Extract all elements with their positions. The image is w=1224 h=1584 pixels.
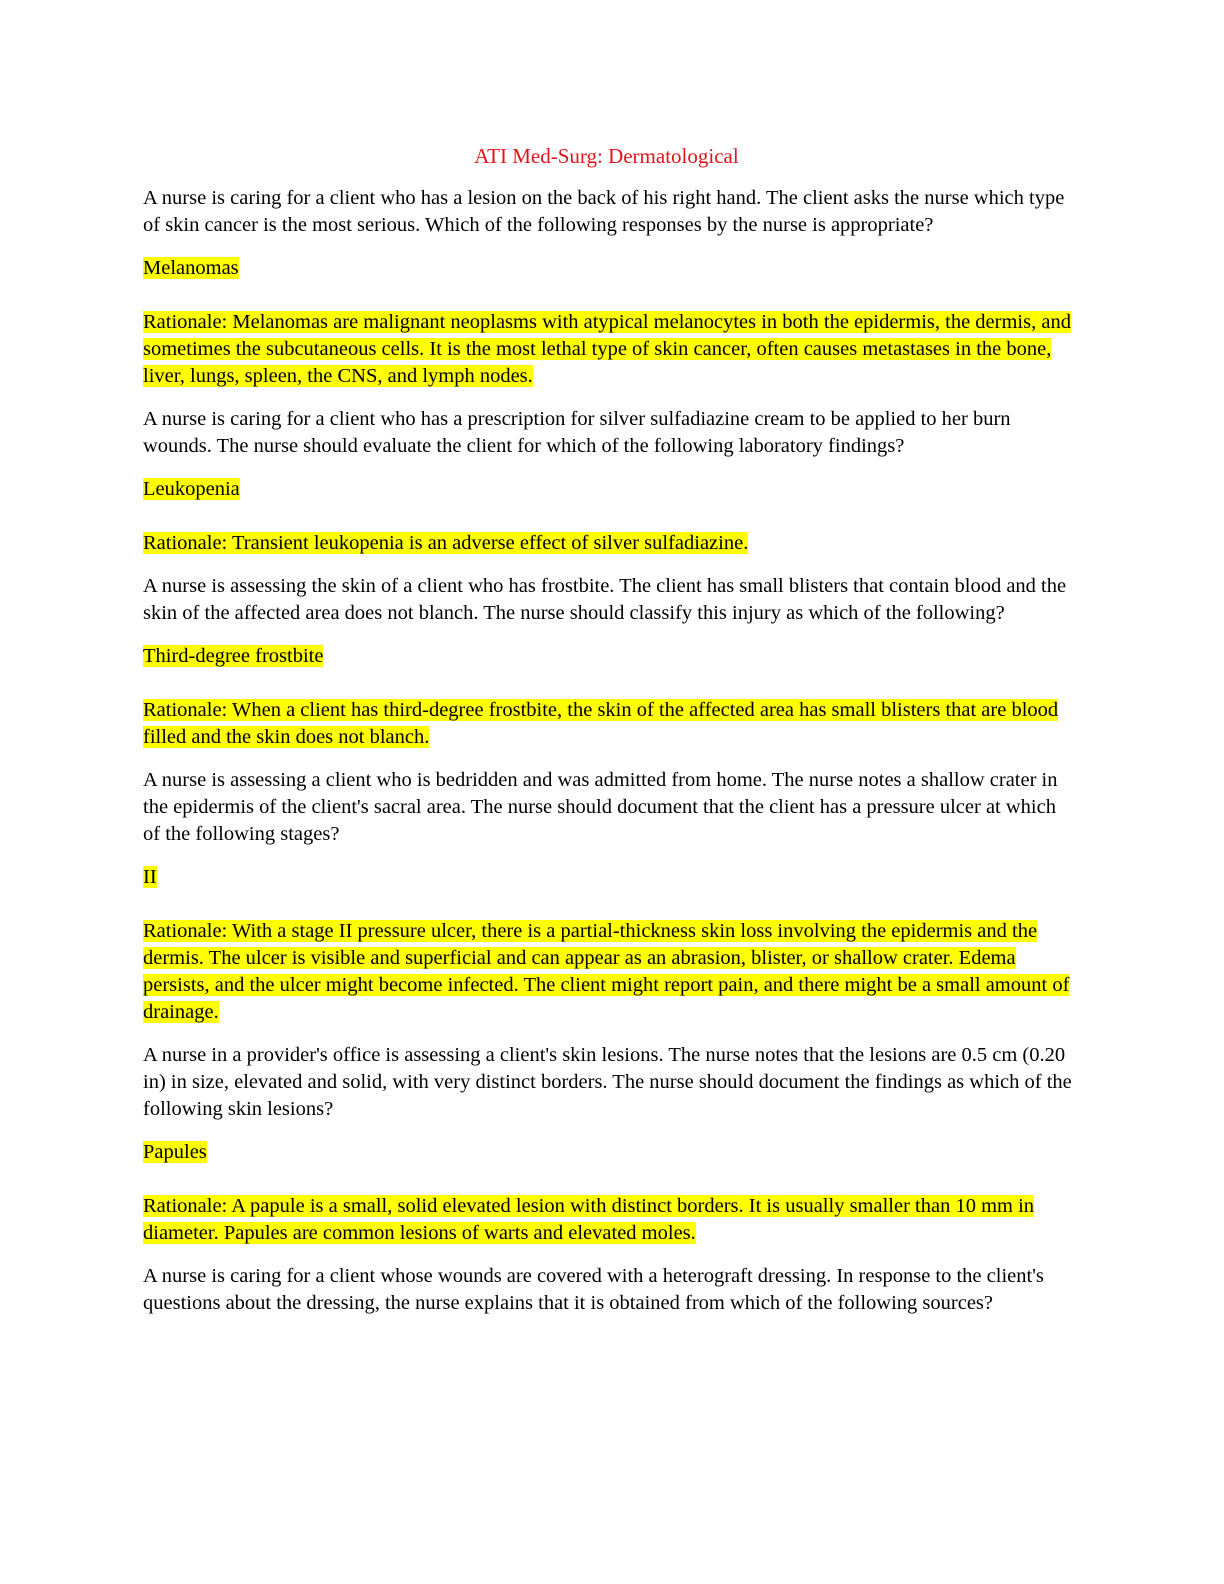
answer-highlight: Papules [143,1141,207,1163]
document-body [143,185,1073,1333]
rationale-highlight: Rationale: When a client has third-degree frostbite, the skin of the affected area has small blisters that are blood filled and the skin does not blanch. [143,699,1059,748]
question-text: A nurse is caring for a client whose wounds are covered with a heterograft dressing. In response to the client's questions about the dressing, the nurse explains that it is obtained from which of the following sources? [143,1265,1044,1314]
rationale-highlight: Rationale: A papule is a small, solid elevated lesion with distinct borders. It is usually smaller than 10 mm in diameter. Papules are common lesions of warts and elevated moles. [143,1195,1035,1244]
rationale-text [143,530,1073,557]
document-title: ATI Med-Surg: Dermatological [474,144,739,168]
rationale-text [143,1193,1073,1247]
rationale-highlight: Rationale: With a stage II pressure ulcer, there is a partial-thickness skin loss involving the epidermis and the dermis. The ulcer is visible and superficial and can appear as an abrasion, blister, or shallow crater. Edema persists, and the ulcer might become infected. The client might report pain, and there might be a small amount of drainage. [143,920,1070,1023]
answer-highlight: Melanomas [143,257,239,279]
answer-highlight: II [143,866,157,888]
rationale-text [143,309,1073,390]
question-text: A nurse is assessing the skin of a client who has frostbite. The client has small blisters that contain blood and the skin of the affected area does not blanch. The nurse should classify this injury as which of the following? [143,575,1067,624]
rationale-highlight: Rationale: Melanomas are malignant neoplasms with atypical melanocytes in both the epidermis, the dermis, and sometimes the subcutaneous cells. It is the most lethal type of skin cancer, often causes metastases in the bone, liver, lungs, spleen, the CNS, and lymph nodes. [143,311,1071,387]
question-text: A nurse in a provider's office is assessing a client's skin lesions. The nurse notes that the lesions are 0.5 cm (0.20 in) in size, elevated and solid, with very distinct borders. The nurse should document the findings as which of the following skin lesions? [143,1044,1072,1120]
answer-text [143,255,1073,282]
question-text: A nurse is caring for a client who has a prescription for silver sulfadiazine cream to be applied to her burn wounds. The nurse should evaluate the client for which of the following laboratory findings? [143,408,1011,457]
answer-highlight: Third-degree frostbite [143,645,324,667]
answer-text [143,864,1073,891]
question-text: A nurse is caring for a client who has a lesion on the back of his right hand. The client asks the nurse which type of skin cancer is the most serious. Which of the following responses by the nurse is appropriate? [143,187,1065,236]
answer-text [143,643,1073,670]
rationale-text [143,918,1073,1026]
question-text: A nurse is assessing a client who is bedridden and was admitted from home. The nurse notes a shallow crater in the epidermis of the client's sacral area. The nurse should document that the client has a pressure ulcer at which of the following stages? [143,769,1058,845]
rationale-text [143,697,1073,751]
answer-text [143,476,1073,503]
answer-highlight: Leukopenia [143,478,240,500]
answer-text [143,1139,1073,1166]
rationale-highlight: Rationale: Transient leukopenia is an adverse effect of silver sulfadiazine. [143,532,749,554]
